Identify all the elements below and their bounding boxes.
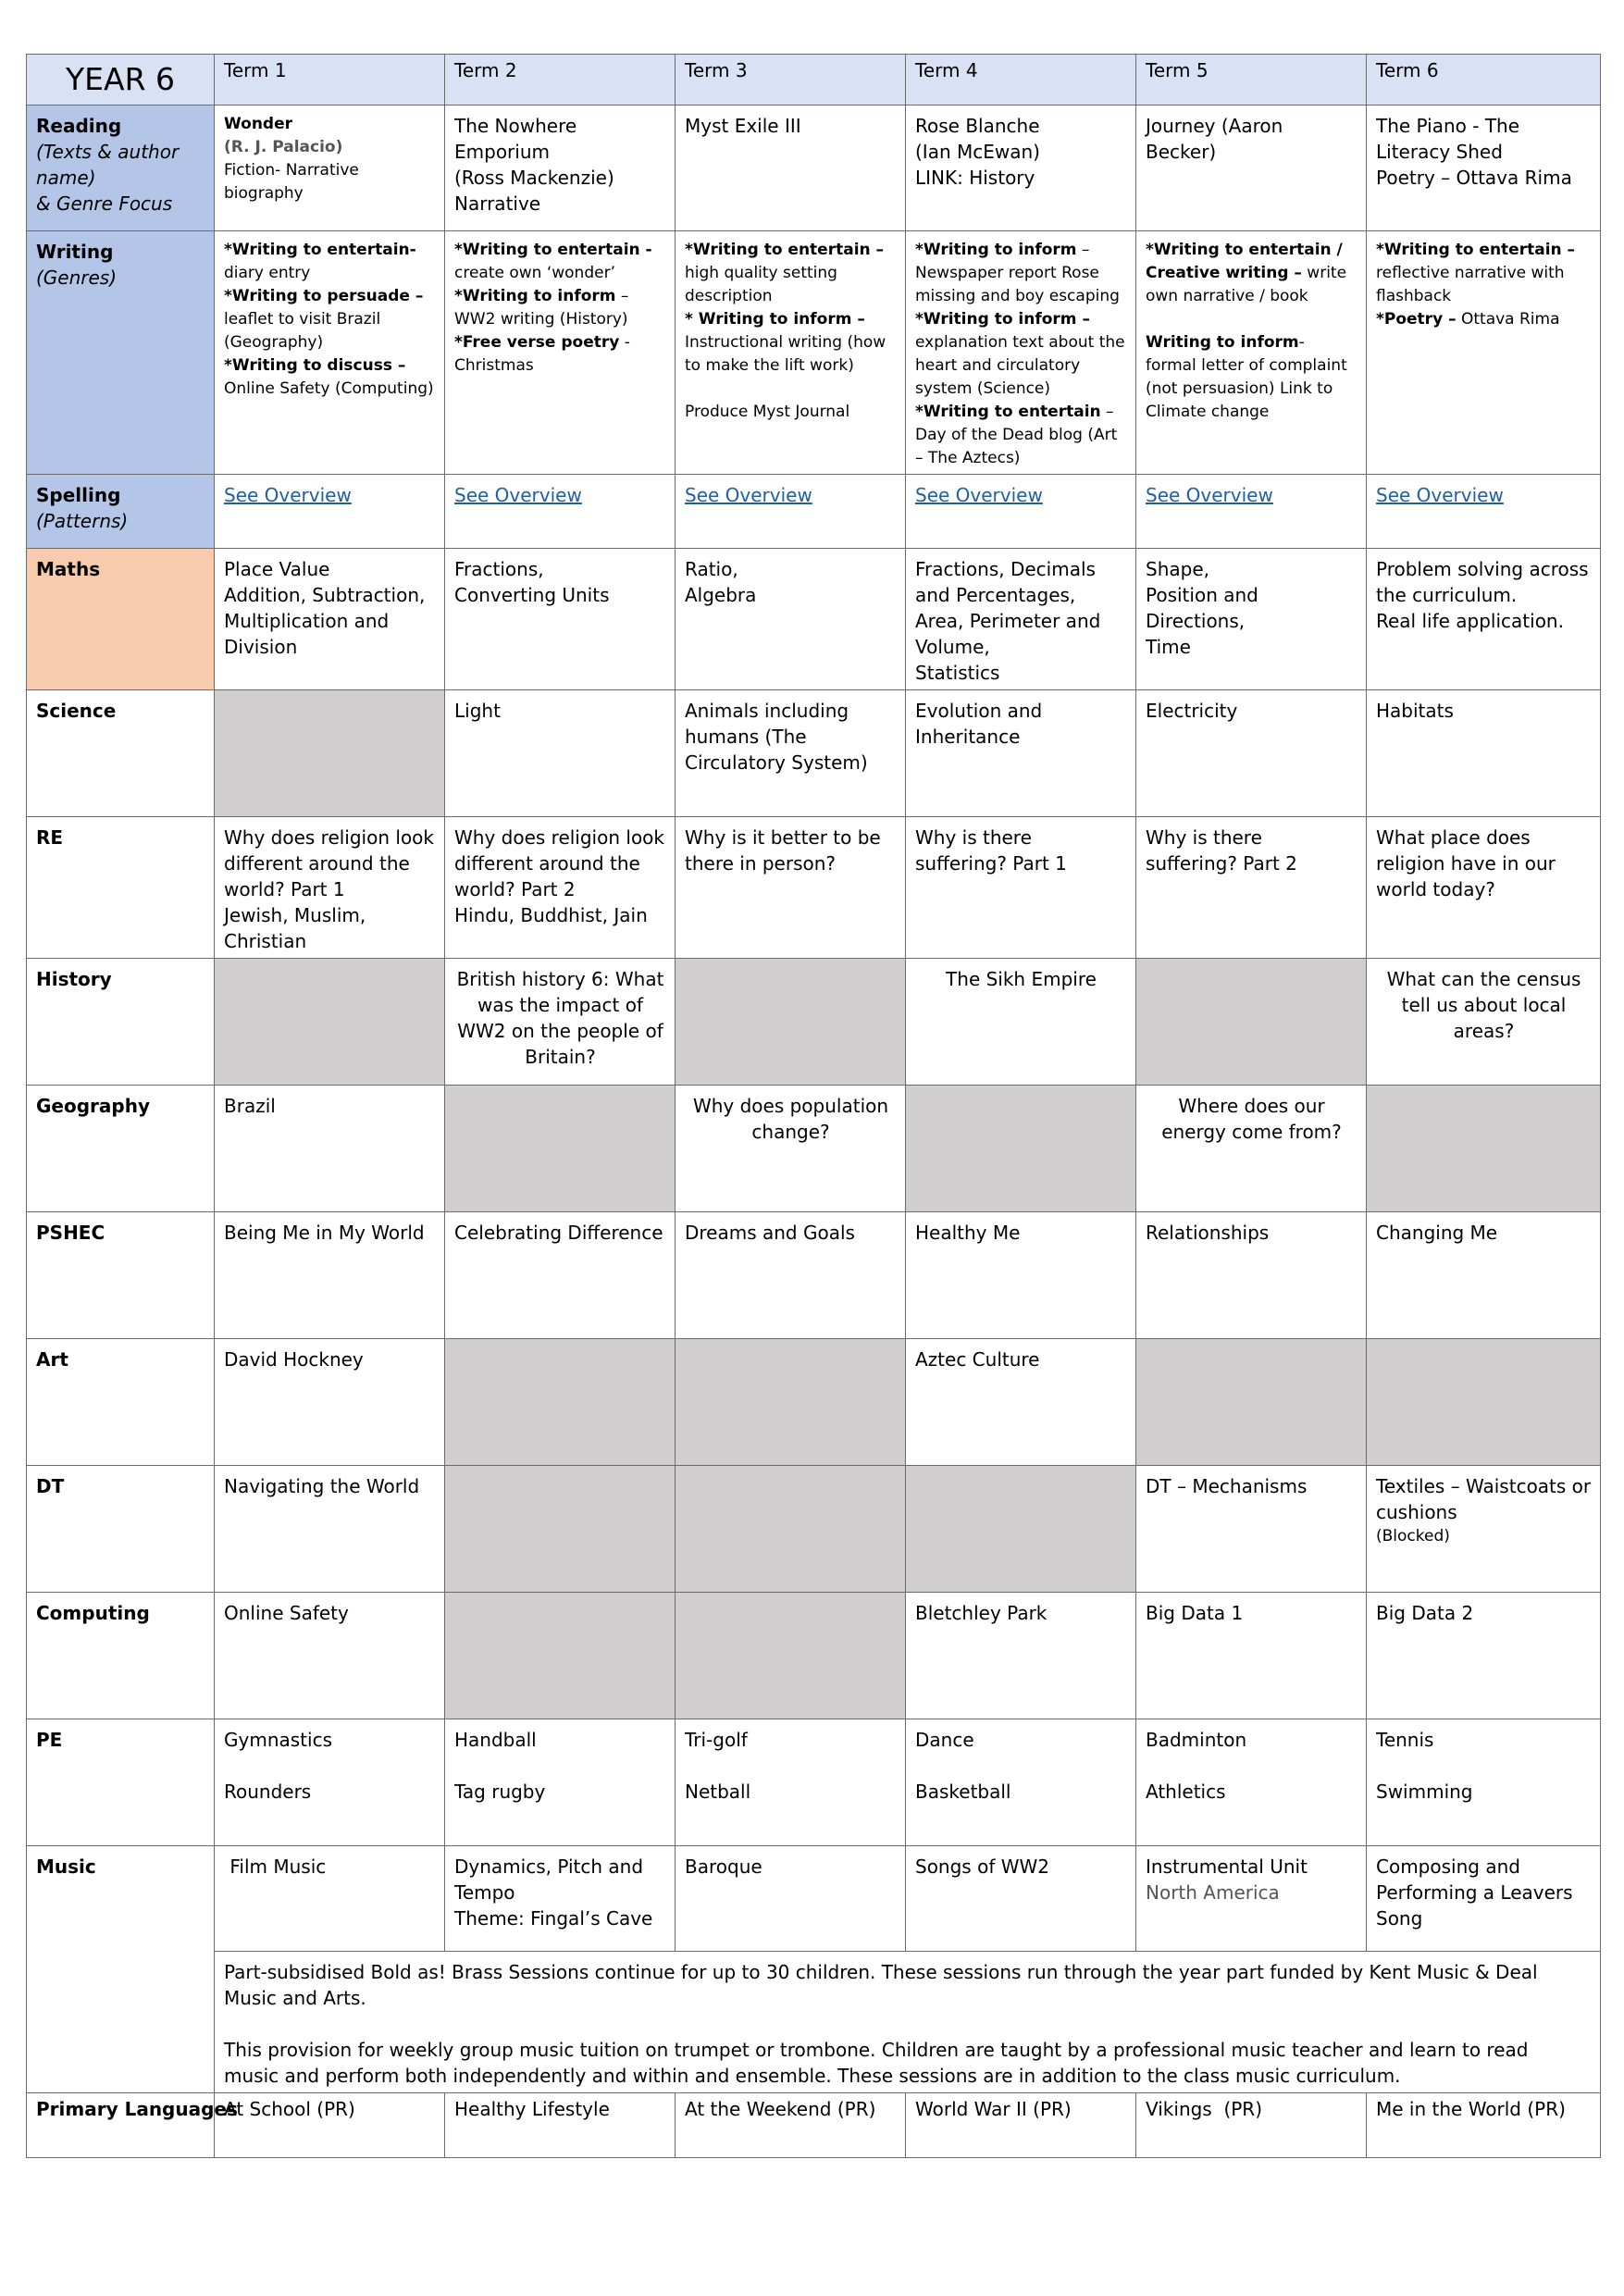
writing-t1-genre: *Writing to persuade – xyxy=(224,287,424,305)
writing-t5-detail: - formal letter of complaint (not persuasion) Link to Climate change xyxy=(1146,333,1347,421)
spelling-term-5 xyxy=(1136,475,1367,549)
writing-term-2 xyxy=(445,231,676,475)
reading-term-3 xyxy=(676,105,906,231)
pshec-row xyxy=(27,1212,1601,1339)
science-row xyxy=(27,690,1601,817)
languages-label: Primary Languages xyxy=(27,2093,215,2158)
writing-t2-detail: - Christmas xyxy=(454,333,630,375)
pe-t6-activity: Tennis xyxy=(1376,1729,1434,1751)
maths-t6-line: Real life application. xyxy=(1376,610,1564,632)
pe-t6-activity: Swimming xyxy=(1376,1781,1473,1803)
reading-term-1 xyxy=(215,105,445,231)
reading-t3-line: Myst Exile III xyxy=(685,115,801,137)
writing-label xyxy=(27,231,215,475)
writing-term-1 xyxy=(215,231,445,475)
history-term-3-empty xyxy=(676,959,906,1086)
writing-t3-detail: Instructional writing (how to make the lift work) xyxy=(685,333,886,375)
history-term-1-empty xyxy=(215,959,445,1086)
music-term-1: Film Music xyxy=(215,1846,445,1952)
pe-t4-activity: Dance xyxy=(915,1729,974,1751)
writing-t5-genre: Writing to inform xyxy=(1146,333,1299,352)
pshec-term-3: Dreams and Goals xyxy=(676,1212,906,1339)
curriculum-overview xyxy=(26,54,1600,2158)
pe-term-4 xyxy=(906,1719,1136,1846)
maths-t3-line: Ratio, xyxy=(685,558,738,580)
dt-row xyxy=(27,1466,1601,1593)
history-row xyxy=(27,959,1601,1086)
spelling-term-2 xyxy=(445,475,676,549)
pe-t1-activity: Rounders xyxy=(224,1781,312,1803)
re-row xyxy=(27,817,1601,959)
music-label: Music xyxy=(27,1846,215,2093)
reading-term-2 xyxy=(445,105,676,231)
dt-label: DT xyxy=(27,1466,215,1593)
computing-term-3-empty xyxy=(676,1593,906,1719)
term-5-header: Term 5 xyxy=(1136,55,1367,105)
maths-t2-line: Converting Units xyxy=(454,584,610,606)
term-3-header: Term 3 xyxy=(676,55,906,105)
writing-t6-detail: Ottava Rima xyxy=(1456,310,1560,329)
maths-label: Maths xyxy=(27,549,215,690)
computing-term-5: Big Data 1 xyxy=(1136,1593,1367,1719)
pe-t3-activity: Netball xyxy=(685,1781,751,1803)
maths-t6-line: Problem solving across the curriculum. xyxy=(1376,558,1589,606)
spacer xyxy=(685,378,897,401)
reading-t6-line: The Piano - The Literacy Shed xyxy=(1376,115,1520,163)
art-term-5-empty xyxy=(1136,1339,1367,1466)
writing-term-3 xyxy=(676,231,906,475)
pe-term-6 xyxy=(1367,1719,1601,1846)
dt-term-6 xyxy=(1367,1466,1601,1593)
science-term-4: Evolution and Inheritance xyxy=(906,690,1136,817)
maths-term-5 xyxy=(1136,549,1367,690)
re-t1-line: Jewish, Muslim, Christian xyxy=(224,904,366,952)
year-title: YEAR 6 xyxy=(27,55,215,105)
re-term-1 xyxy=(215,817,445,959)
reading-term-4 xyxy=(906,105,1136,231)
dt-term-2-empty xyxy=(445,1466,676,1593)
art-term-4: Aztec Culture xyxy=(906,1339,1136,1466)
pe-t2-activity: Handball xyxy=(454,1729,537,1751)
music-t2-line: Dynamics, Pitch and Tempo xyxy=(454,1855,644,1904)
spelling-row xyxy=(27,475,1601,549)
pshec-label: PSHEC xyxy=(27,1212,215,1339)
reading-term-5 xyxy=(1136,105,1367,231)
science-term-2: Light xyxy=(445,690,676,817)
writing-t1-genre: *Writing to discuss – xyxy=(224,356,406,375)
history-term-2: British history 6: What was the impact of WW2 on the people of Britain? xyxy=(445,959,676,1086)
pshec-term-2: Celebrating Difference xyxy=(445,1212,676,1339)
writing-t6-detail: reflective narrative with flashback xyxy=(1376,264,1565,305)
header-row xyxy=(27,55,1601,105)
reading-label-text: Reading xyxy=(36,115,122,137)
reading-label xyxy=(27,105,215,231)
re-t1-line: Why does religion look different around the world? Part 1 xyxy=(224,826,434,900)
writing-t3-detail: Produce Myst Journal xyxy=(685,403,850,421)
writing-t6-genre: *Writing to entertain – xyxy=(1376,241,1576,259)
pe-t3-activity: Tri-golf xyxy=(685,1729,748,1751)
reading-t6-line: Poetry – Ottava Rima xyxy=(1376,167,1572,189)
re-term-2 xyxy=(445,817,676,959)
science-term-5: Electricity xyxy=(1136,690,1367,817)
pe-row xyxy=(27,1719,1601,1846)
computing-label: Computing xyxy=(27,1593,215,1719)
re-term-3: Why is it better to be there in person? xyxy=(676,817,906,959)
maths-term-3 xyxy=(676,549,906,690)
art-term-6-empty xyxy=(1367,1339,1601,1466)
languages-term-5: Vikings (PR) xyxy=(1136,2093,1367,2158)
see-overview-link-t6[interactable]: See Overview xyxy=(1376,484,1504,506)
history-term-6: What can the census tell us about local areas? xyxy=(1367,959,1601,1086)
writing-term-6 xyxy=(1367,231,1601,475)
history-term-4: The Sikh Empire xyxy=(906,959,1136,1086)
music-term-2 xyxy=(445,1846,676,1952)
pe-t1-activity: Gymnastics xyxy=(224,1729,332,1751)
pe-t5-activity: Athletics xyxy=(1146,1781,1226,1803)
music-note-row xyxy=(27,1952,1601,2093)
geography-row xyxy=(27,1086,1601,1212)
music-term-4: Songs of WW2 xyxy=(906,1846,1136,1952)
music-t2-line: Theme: Fingal’s Cave xyxy=(454,1907,653,1930)
writing-t2-detail: – WW2 writing (History) xyxy=(454,287,629,329)
reading-term-6 xyxy=(1367,105,1601,231)
re-t2-line: Why does religion look different around the world? Part 2 xyxy=(454,826,664,900)
writing-t5-genre: *Writing to entertain / Creative writing – xyxy=(1146,241,1343,282)
computing-row xyxy=(27,1593,1601,1719)
writing-label-sub: (Genres) xyxy=(36,267,118,289)
pe-label: PE xyxy=(27,1719,215,1846)
art-label: Art xyxy=(27,1339,215,1466)
science-term-1-empty xyxy=(215,690,445,817)
re-term-5: Why is there suffering? Part 2 xyxy=(1136,817,1367,959)
music-note-2: This provision for weekly group music tuition on trumpet or trombone. Children are taught by a professional music teacher and learn to read music and perform both independently and within and ensemble. These sessions are in addition to the class music curriculum. xyxy=(224,2039,1529,2087)
writing-t4-genre: *Writing to inform – xyxy=(915,310,1090,329)
maths-term-2 xyxy=(445,549,676,690)
re-term-4: Why is there suffering? Part 1 xyxy=(906,817,1136,959)
reading-t4-line: LINK: History xyxy=(915,167,1035,189)
pshec-term-6: Changing Me xyxy=(1367,1212,1601,1339)
writing-t5-detail: write own narrative / book xyxy=(1146,264,1347,305)
see-overview-link-t5[interactable]: See Overview xyxy=(1146,484,1273,506)
writing-t6-genre: *Poetry – xyxy=(1376,310,1457,329)
art-term-1: David Hockney xyxy=(215,1339,445,1466)
maths-t4-line: Statistics xyxy=(915,662,1000,684)
dt-term-1: Navigating the World xyxy=(215,1466,445,1593)
spelling-term-4 xyxy=(906,475,1136,549)
spelling-term-3 xyxy=(676,475,906,549)
see-overview-link-t1[interactable]: See Overview xyxy=(224,484,352,506)
pshec-term-5: Relationships xyxy=(1136,1212,1367,1339)
pe-t2-activity: Tag rugby xyxy=(454,1781,546,1803)
writing-t2-genre: *Writing to entertain - xyxy=(454,241,652,259)
spelling-term-1 xyxy=(215,475,445,549)
writing-t4-genre: *Writing to entertain xyxy=(915,403,1101,421)
maths-t1-line: Place Value xyxy=(224,558,330,580)
reading-t1-title: Wonder xyxy=(224,115,293,133)
languages-term-2: Healthy Lifestyle xyxy=(445,2093,676,2158)
pe-term-1 xyxy=(215,1719,445,1846)
music-note xyxy=(215,1952,1601,2093)
pshec-term-1: Being Me in My World xyxy=(215,1212,445,1339)
science-term-6: Habitats xyxy=(1367,690,1601,817)
art-row xyxy=(27,1339,1601,1466)
pe-t5-activity: Badminton xyxy=(1146,1729,1247,1751)
art-term-3-empty xyxy=(676,1339,906,1466)
writing-t3-genre: * Writing to inform – xyxy=(685,310,865,329)
music-note-1: Part-subsidised Bold as! Brass Sessions continue for up to 30 children. These sessions run through the year part funded by Kent Music & Deal Music and Arts. xyxy=(224,1961,1538,2009)
pe-term-3 xyxy=(676,1719,906,1846)
reading-label-sub-3: & Genre Focus xyxy=(36,192,173,215)
spelling-label xyxy=(27,475,215,549)
writing-t4-detail: explanation text about the heart and circulatory system (Science) xyxy=(915,333,1125,398)
writing-t2-genre: *Free verse poetry xyxy=(454,333,620,352)
dt-t6-text: Textiles – Waistcoats or cushions xyxy=(1376,1475,1592,1523)
writing-t4-detail: – Newspaper report Rose missing and boy escaping xyxy=(915,241,1120,305)
reading-t2-line: (Ross Mackenzie) xyxy=(454,167,614,189)
spelling-label-sub: (Patterns) xyxy=(36,510,129,532)
computing-term-1: Online Safety xyxy=(215,1593,445,1719)
maths-t5-line: Shape, xyxy=(1146,558,1209,580)
geography-term-6-empty xyxy=(1367,1086,1601,1212)
languages-term-4: World War II (PR) xyxy=(906,2093,1136,2158)
maths-t4-line: Fractions, Decimals and Percentages, xyxy=(915,558,1096,606)
term-1-header: Term 1 xyxy=(215,55,445,105)
languages-term-3: At the Weekend (PR) xyxy=(676,2093,906,2158)
computing-term-6: Big Data 2 xyxy=(1367,1593,1601,1719)
term-4-header: Term 4 xyxy=(906,55,1136,105)
spelling-label-text: Spelling xyxy=(36,484,121,506)
reading-row xyxy=(27,105,1601,231)
see-overview-link-t3[interactable]: See Overview xyxy=(685,484,812,506)
music-row xyxy=(27,1846,1601,1952)
pe-term-5 xyxy=(1136,1719,1367,1846)
pe-term-2 xyxy=(445,1719,676,1846)
reading-t2-line: The Nowhere xyxy=(454,115,577,137)
reading-label-sub-1: (Texts & author xyxy=(36,141,180,163)
writing-row xyxy=(27,231,1601,475)
science-term-3: Animals including humans (The Circulatory System) xyxy=(676,690,906,817)
term-2-header: Term 2 xyxy=(445,55,676,105)
music-term-3: Baroque xyxy=(676,1846,906,1952)
maths-t4-line: Area, Perimeter and Volume, xyxy=(915,610,1101,658)
maths-t5-line: Position and Directions, xyxy=(1146,584,1258,632)
re-label: RE xyxy=(27,817,215,959)
reading-t1-author: (R. J. Palacio) xyxy=(224,138,343,156)
pshec-term-4: Healthy Me xyxy=(906,1212,1136,1339)
maths-t3-line: Algebra xyxy=(685,584,757,606)
computing-term-2-empty xyxy=(445,1593,676,1719)
geography-term-5: Where does our energy come from? xyxy=(1136,1086,1367,1212)
geography-term-2-empty xyxy=(445,1086,676,1212)
writing-t2-genre: *Writing to inform xyxy=(454,287,616,305)
music-t5-line: North America xyxy=(1146,1881,1280,1904)
writing-t1-detail: diary entry xyxy=(224,264,311,282)
curriculum-table xyxy=(26,54,1601,2158)
geography-term-3: Why does population change? xyxy=(676,1086,906,1212)
music-term-5 xyxy=(1136,1846,1367,1952)
computing-term-4: Bletchley Park xyxy=(906,1593,1136,1719)
maths-term-1 xyxy=(215,549,445,690)
re-t2-line: Hindu, Buddhist, Jain xyxy=(454,904,648,926)
spacer xyxy=(1146,308,1357,331)
maths-t2-line: Fractions, xyxy=(454,558,544,580)
writing-label-text: Writing xyxy=(36,241,114,263)
science-label: Science xyxy=(27,690,215,817)
writing-term-5 xyxy=(1136,231,1367,475)
history-label: History xyxy=(27,959,215,1086)
writing-t1-detail: Online Safety (Computing) xyxy=(224,379,434,398)
art-term-2-empty xyxy=(445,1339,676,1466)
reading-t2-line: Narrative xyxy=(454,192,541,215)
writing-t4-detail: – Day of the Dead blog (Art – The Aztecs) xyxy=(915,403,1118,467)
dt-term-4-empty xyxy=(906,1466,1136,1593)
writing-term-4 xyxy=(906,231,1136,475)
writing-t2-detail: create own ‘wonder’ xyxy=(454,264,615,282)
writing-t3-detail: high quality setting description xyxy=(685,264,837,305)
maths-t5-line: Time xyxy=(1146,636,1191,658)
languages-row xyxy=(27,2093,1601,2158)
history-term-5-empty xyxy=(1136,959,1367,1086)
writing-t3-genre: *Writing to entertain – xyxy=(685,241,885,259)
maths-term-4 xyxy=(906,549,1136,690)
maths-t1-line: Addition, Subtraction, Multiplication and Division xyxy=(224,584,426,658)
pe-t4-activity: Basketball xyxy=(915,1781,1011,1803)
geography-term-4-empty xyxy=(906,1086,1136,1212)
see-overview-link-t4[interactable]: See Overview xyxy=(915,484,1043,506)
writing-t4-genre: *Writing to inform xyxy=(915,241,1077,259)
reading-t1-genre: Fiction- Narrative biography xyxy=(224,161,359,203)
reading-t4-line: Rose Blanche xyxy=(915,115,1040,137)
music-t5-line: Instrumental Unit xyxy=(1146,1855,1308,1878)
languages-term-6: Me in the World (PR) xyxy=(1367,2093,1601,2158)
dt-term-3-empty xyxy=(676,1466,906,1593)
term-6-header: Term 6 xyxy=(1367,55,1601,105)
maths-row xyxy=(27,549,1601,690)
dt-term-5: DT – Mechanisms xyxy=(1136,1466,1367,1593)
maths-term-6 xyxy=(1367,549,1601,690)
geography-term-1: Brazil xyxy=(215,1086,445,1212)
see-overview-link-t2[interactable]: See Overview xyxy=(454,484,582,506)
writing-t1-detail: leaflet to visit Brazil (Geography) xyxy=(224,310,381,352)
reading-t5-line: Journey (Aaron Becker) xyxy=(1146,115,1283,163)
reading-t2-line: Emporium xyxy=(454,141,550,163)
spelling-term-6 xyxy=(1367,475,1601,549)
music-term-6: Composing and Performing a Leavers Song xyxy=(1367,1846,1601,1952)
reading-t4-line: (Ian McEwan) xyxy=(915,141,1040,163)
re-term-6: What place does religion have in our world today? xyxy=(1367,817,1601,959)
reading-label-sub-2: name) xyxy=(36,167,96,189)
writing-t1-genre: *Writing to entertain- xyxy=(224,241,416,259)
dt-t6-note: (Blocked) xyxy=(1376,1527,1450,1545)
languages-term-1: At School (PR) xyxy=(215,2093,445,2158)
geography-label: Geography xyxy=(27,1086,215,1212)
